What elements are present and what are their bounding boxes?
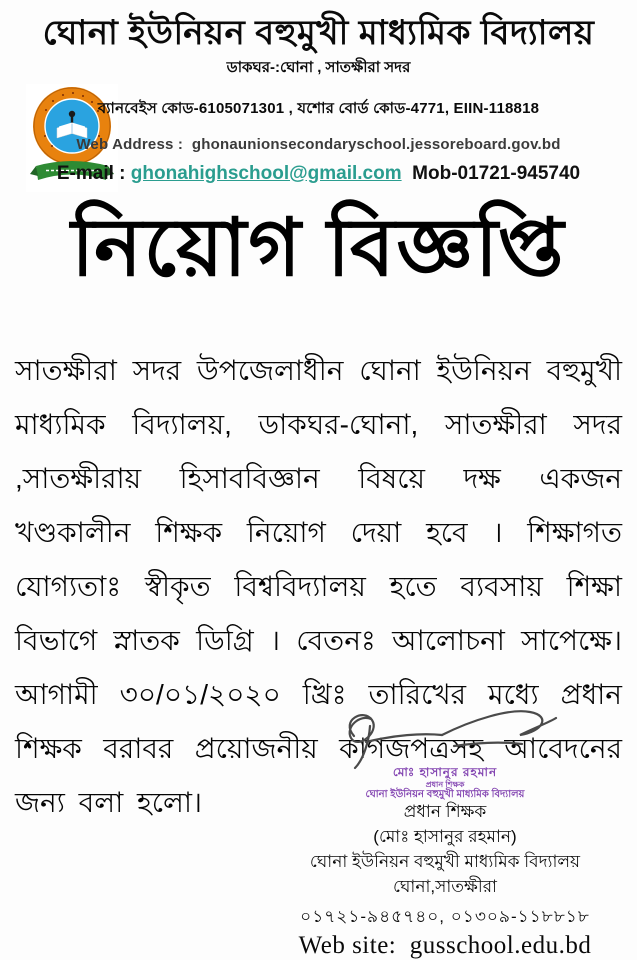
letterhead (0, 12, 637, 185)
school-address: ডাকঘর-:ঘোনা , সাতক্ষীরা সদর (226, 58, 411, 76)
signer-designation: প্রধান শিক্ষক (403, 802, 487, 822)
mobile-number: Mob-01721-945740 (412, 162, 581, 184)
website-label: Web site: (298, 931, 397, 959)
web-address-line (0, 136, 637, 153)
signer-school: ঘোনা ইউনিয়ন বহুমুখী মাধ্যমিক বিদ্যালয় (309, 852, 581, 872)
signer-name: (মোঃ হাসানুর রহমান) (373, 827, 517, 847)
notice-title: নিয়োগ বিজ্ঞপ্তি (71, 203, 566, 292)
web-address-label: Web Address : (76, 135, 184, 153)
official-stamp (262, 766, 628, 800)
website-value: gusschool.edu.bd (409, 931, 592, 959)
email-line (0, 163, 637, 185)
email-link[interactable]: ghonahighschool@gmail.com (130, 162, 402, 184)
website-line (262, 932, 628, 960)
signer-location: ঘোনা,সাতক্ষীরা (393, 877, 497, 897)
email-label: E-mail : (56, 162, 126, 184)
stamp-school: ঘোনা ইউনিয়ন বহুমুখী মাধ্যমিক বিদ্যালয় (365, 788, 525, 800)
school-name: ঘোনা ইউনিয়ন বহুমুখী মাধ্যমিক বিদ্যালয় (42, 14, 595, 52)
school-codes: ব্যানবেইস কোড-6105071301 , যশোর বোর্ড কোড-4771, EIIN-118818 (97, 99, 540, 117)
handwritten-signature-icon (320, 700, 570, 772)
web-address-value: ghonaunionsecondaryschool.jessoreboard.gov.bd (191, 135, 561, 153)
contact-phones: ০১৭২১-৯৪৫৭৪০, ০১৩০৯-১১৮৮১৮ (300, 907, 590, 927)
stamp-title: প্রধান শিক্ষক (425, 779, 465, 789)
signature-block (262, 700, 628, 960)
notice-body-paragraph: সাতক্ষীরা সদর উপজেলাধীন ঘোনা ইউনিয়ন বহুমুখী মাধ্যমিক বিদ্যালয়, ডাকঘর-ঘোনা, সাতক্ষীরা সদর ,সাতক্ষীরায় হিসাববিজ্ঞান বিষয়ে দক্ষ একজন খণ্ডকালীন শিক্ষক নিয়োগ দেয়া হবে । শিক্ষাগত যোগ্যতাঃ স্বীকৃত বিশ্ববিদ্যালয় হতে ব্যবসায় শিক্ষা বিভাগে স্নাতক ডিগ্রি । বেতনঃ আলোচনা সাপেক্ষে।আগামী ৩০/০১/২০২০ খ্রিঃ তারিখের মধ্যে প্রধান শিক্ষক বরাবর প্রয়োজনীয় কাগজপত্রসহ আবেদনের জন্য বলা হলো। (15, 355, 622, 819)
stamp-name: মোঃ হাসানুর রহমান (392, 765, 498, 779)
